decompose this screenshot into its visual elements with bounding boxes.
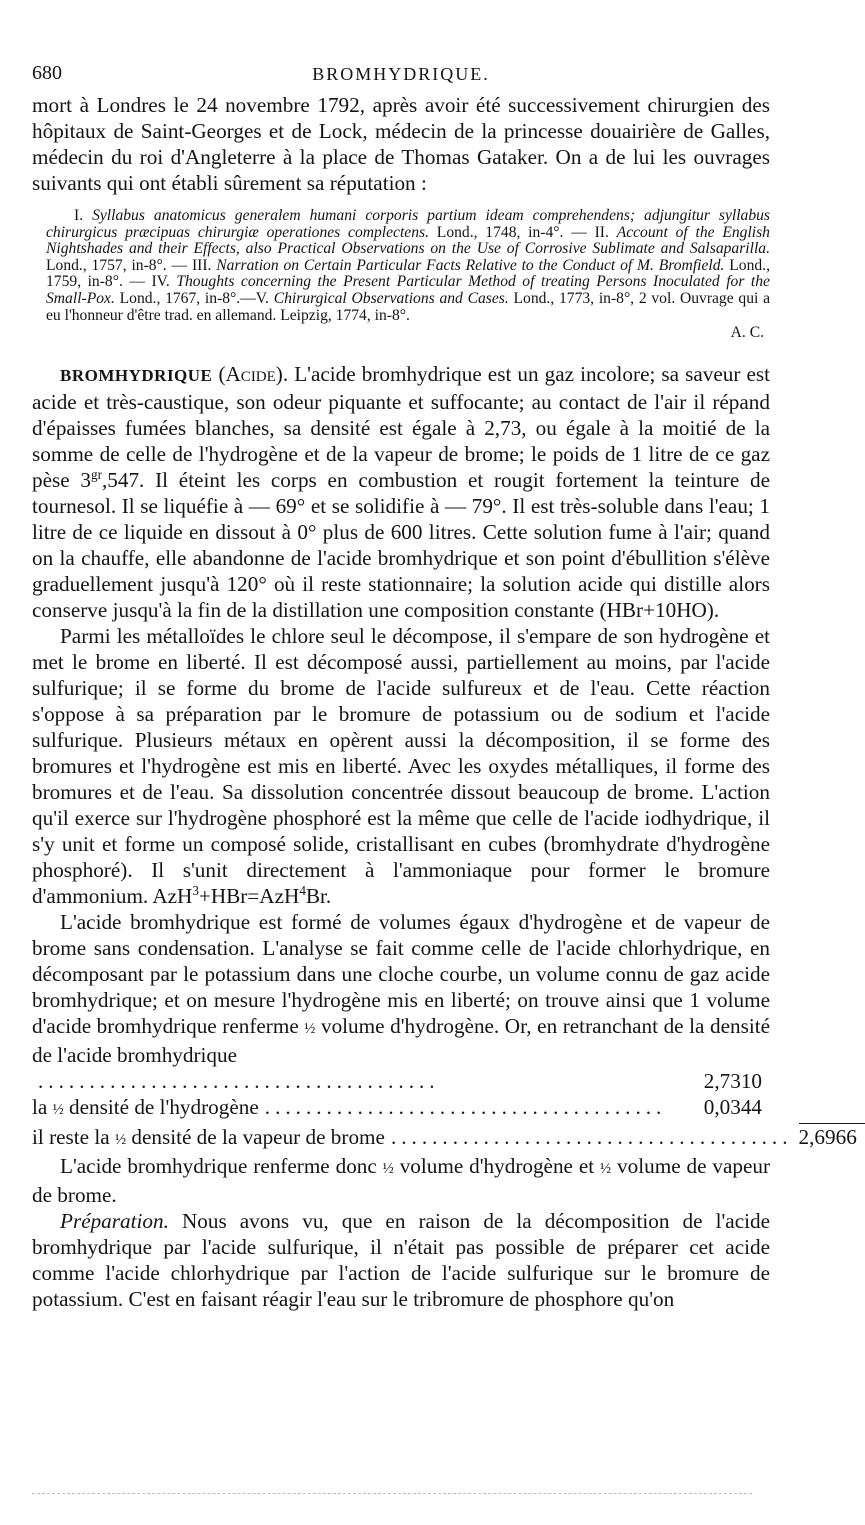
headword-qualifier: (Acide). <box>218 362 289 387</box>
calc-row <box>32 1094 770 1123</box>
dot-leader: ....................................... <box>390 1125 793 1150</box>
bib-publication: Lond., 1759, in-8°. — IV. <box>46 256 770 291</box>
formula-subscript: 3 <box>192 883 199 899</box>
bib-publication: Lond., 1748, in-4°. — II. <box>436 223 609 241</box>
paragraph-text: volume de vapeur de brome. <box>32 1154 771 1208</box>
article-paragraph <box>32 623 770 909</box>
article-bromhydrique <box>32 361 857 1312</box>
formula-subscript: 4 <box>299 883 306 899</box>
bib-publication: Lond., 1757, in-8°. — III. <box>46 256 212 274</box>
calc-row-result <box>32 1123 857 1153</box>
unit-superscript: gr <box>91 467 102 483</box>
paragraph-text: L'acide bromhydrique est un gaz incolore; sa saveur est acide et très-caustique, son odeur piquante et suffocante; au contact de l'air il répand d'épaisses fumées blanches, sa densité est égale à 2,73, ou égale à la moitié de la somme de celle de l'hydrogène et de la vapeur de brome; le poids de 1 litre de ce gaz pèse 3 <box>32 362 770 493</box>
page-number: 680 <box>32 62 62 84</box>
running-title: BROMHYDRIQUE. <box>312 64 490 84</box>
dot-leader: ....................................... <box>38 1069 440 1094</box>
author-signature: A. C. <box>730 324 764 342</box>
paragraph-text: volume d'hydrogène. Or, en retranchant de la densité de l'acide bromhydrique <box>32 1014 770 1068</box>
calc-value: 2,6966 <box>799 1123 865 1150</box>
paragraph-text: volume d'hydrogène et <box>399 1154 595 1179</box>
paragraph-text: ,547. Il éteint les corps en combustion et rougit fortement la teinture de tournesol. Il se liquéfie à — 69° et se solidifie à — 79°. Il est très-soluble dans l'eau; 1 litre de ce liquide en dissout à 0° plus de 600 litres. Cette solution fume à l'air; quand on la chauffe, elle abandonne de l'acide bromhydrique et son point d'ébullition s'élève graduellement jusqu'à 120° où il reste stationnaire; la solution acide qui distille alors conserve jusqu'à la fin de la distillation une composition constante (HBr+10HO). <box>32 468 771 623</box>
density-calculation <box>32 1068 857 1153</box>
bib-number: I. <box>74 207 84 224</box>
bib-title: Thoughts concerning the Present Particular Method of treating Persons Inoculated for the Small-Pox. <box>46 273 770 307</box>
bib-title: Syllabus anatomicus generalem humani corporis partium ideam comprehendens; adjungitur syllabus chirurgicus præcipuas chirurgiæ operationes complectens. <box>46 207 770 241</box>
fraction: ½ <box>304 1021 316 1038</box>
dot-leader: ....................................... <box>264 1095 667 1120</box>
paragraph-text: Parmi les métalloïdes le chlore seul le décompose, il s'empare de son hydrogène et met le brome en liberté. Il est décomposé aussi, partiellement au moins, par l'acide sulfurique; il se forme du brome de l'acide sulfureux et de l'eau. Cette réaction s'oppose à sa préparation par le bromure de potassium ou de sodium et l'acide sulfurique. Plusieurs métaux en opèrent aussi la décomposition, il se forme des bromures et l'hydrogène est mis en liberté. Avec les oxydes métalliques, il forme des bromures et de l'eau. Sa dissolution concentrée dissout beaucoup de brome. L'action qu'il exerce sur l'hydrogène phosphoré est la même que celle de l'acide iodhydrique, il s'y unit et forme un composé solide, cristallisant en cubes (bromhydrate d'hydrogène phosphoré). Il s'unit directement à l'ammoniaque pour former le bromure d'ammonium. AzH <box>32 624 770 909</box>
bib-publication: Lond., 1773, in-8°, 2 vol. Ouvrage qui a eu l'honneur d'être trad. en allemand. Leipzig, 1774, in-8°. <box>46 289 771 324</box>
article-paragraph <box>32 1208 770 1312</box>
page <box>32 52 857 1312</box>
running-head <box>32 52 770 92</box>
paragraph-text: +HBr=AzH <box>198 884 300 909</box>
article-paragraph <box>32 909 770 1068</box>
calc-value: 2,7310 <box>703 1069 762 1094</box>
paragraph-text: Br. <box>305 884 332 909</box>
bib-title: Narration on Certain Particular Facts Relative to the Conduct of M. Bromfield. <box>216 256 725 274</box>
calc-label: la ½ densité de l'hydrogène <box>32 1095 259 1120</box>
section-label: Préparation. <box>60 1209 169 1234</box>
article-headword: BROMHYDRIQUE <box>60 366 213 386</box>
calc-value: 0,0344 <box>703 1095 762 1120</box>
bib-publication: Lond., 1767, in-8°.—V. <box>119 289 269 307</box>
bib-title: Account of the English Nightshades and their Effects, also Practical Observations on the Use of Corrosive Sublimate and Salsaparilla. <box>46 223 770 258</box>
calc-label: il reste la ½ densité de la vapeur de brome <box>32 1125 385 1150</box>
article-paragraph <box>32 361 770 623</box>
fraction: ½ <box>600 1161 612 1178</box>
paragraph-text: L'acide bromhydrique est formé de volumes égaux d'hydrogène et de vapeur de brome sans condensation. L'analyse se fait comme celle de l'acide chlorhydrique, en décomposant par le potassium dans une cloche courbe, un volume connu de gaz acide bromhydrique; et on mesure l'hydrogène mis en liberté; on trouve ainsi que 1 volume d'acide bromhydrique renferme <box>32 910 770 1039</box>
calc-row <box>32 1068 770 1094</box>
paragraph-text: L'acide bromhydrique renferme donc <box>60 1154 377 1179</box>
bottom-rule <box>32 1493 752 1494</box>
paragraph-text: Nous avons vu, que en raison de la décomposition de l'acide bromhydrique par l'acide sulfurique, il n'était pas possible de préparer cet acide comme l'acide chlorhydrique par l'action de l'acide sulfurique sur le bromure de potassium. C'est en faisant réagir l'eau sur le tribromure de phosphore qu'on <box>32 1209 770 1312</box>
intro-paragraph: mort à Londres le 24 novembre 1792, après avoir été successivement chirurgien des hôpitaux de Saint-Georges et de Lock, médecin de la princesse douairière de Galles, médecin du roi d'Angleterre à la place de Thomas Gataker. On a de lui les ouvrages suivants qui ont établi sûrement sa réputation : <box>32 93 770 195</box>
bib-title: Chirurgical Observations and Cases. <box>273 289 509 307</box>
fraction: ½ <box>382 1161 394 1178</box>
article-paragraph <box>32 1153 770 1208</box>
bibliography <box>32 208 770 341</box>
